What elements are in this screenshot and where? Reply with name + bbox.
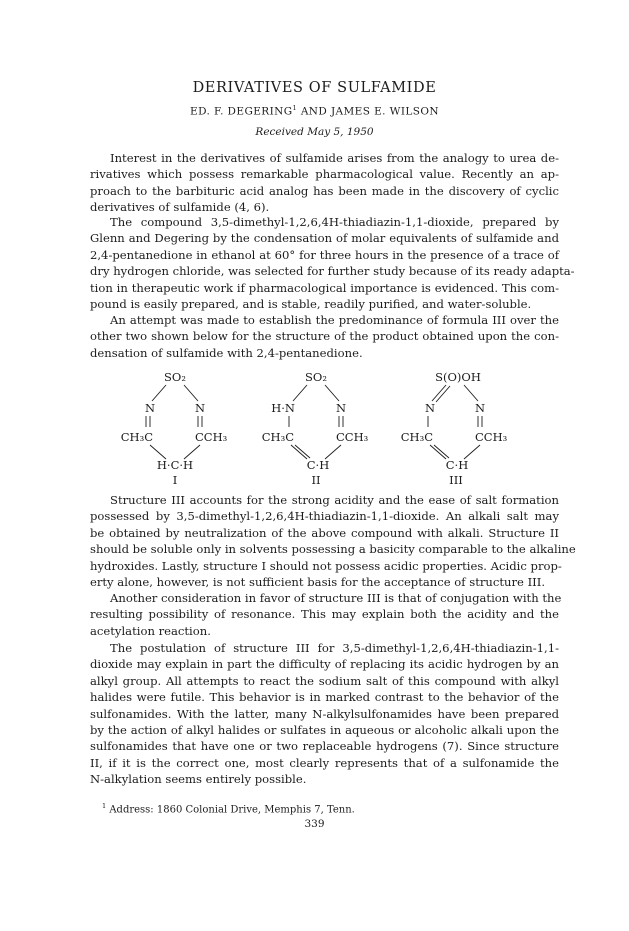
structure-i-right-n: N [194,401,206,415]
paragraph-5 [90,590,562,639]
structure-iii-left-n: N [424,401,436,415]
structure-iii-right-n: N [474,401,486,415]
text-line: halides were futile. This behavior is in marked contrast to the behavior of the [90,690,559,705]
structure-i-bottom: H·C·H [156,458,194,472]
text-line: The compound 3,5-dimethyl-1,2,6,4H-thiadiazin-1,1-dioxide, prepared by [110,215,559,229]
text-line: resulting possibility of resonance. This may explain both the acidity and the [90,607,559,622]
footnote-text: Address: 1860 Colonial Drive, Memphis 7, Tenn. [106,804,355,816]
text-line: derivatives of sulfamide (4, 6). [90,200,270,215]
text-line: alkyl group. All attempts to react the sodium salt of this compound with alkyl [90,673,559,688]
structure-iii-label: III [449,473,463,485]
footnote-number: 1 [102,802,107,810]
footnote-marker: 1 [292,104,298,112]
structure-ii-right-c: CCH₃ [336,430,369,444]
author-line [0,104,629,118]
text-line: tion in therapeutic work if pharmacological importance is evidenced. This com- [90,280,559,295]
page-number: 339 [304,818,325,830]
structure-iii [401,370,508,485]
structure-iii-top: S(O)OH [435,370,481,384]
text-line: 2,4-pentanedione in ethanol at 60° for three hours in the presence of a trace of [90,247,559,262]
text-line: rivatives which possess remarkable pharmacological value. Recently an ap- [90,167,559,182]
structure-iii-bottom: C·H [445,458,469,472]
structure-iii-left-c: CH₃C [400,430,433,444]
paragraph-3 [90,312,559,361]
paragraph-4 [90,492,576,590]
structure-i-label: I [172,473,178,485]
structure-i-left-n: N [144,401,156,415]
received-date: Received May 5, 1950 [255,126,374,138]
structure-ii-right-n: N [335,401,347,415]
structure-i-top: SO₂ [164,370,186,384]
text-line: Glenn and Degering by the condensation of molar equivalents of sulfamide and [90,231,559,246]
structure-i-left-c: CH₃C [120,430,153,444]
text-line: An attempt was made to establish the predominance of formula III over the [110,313,559,327]
text-line: hydroxides. Lastly, structure I should not possess acidic properties. Acidic prop- [90,558,562,573]
text-line: II, if it is the correct one, most clearly represents that of a sulfonamide the [90,755,559,770]
paragraph-1 [90,150,559,216]
structure-ii-left-c: CH₃C [261,430,294,444]
structure-ii-label: II [311,473,321,485]
structure-i-right-c: CCH₃ [195,430,228,444]
text-line: by the action of alkyl halides or sulfates in aqueous or alcoholic alkali upon the [90,723,559,738]
text-line: pound is easily prepared, and is stable, readily purified, and water-soluble. [90,297,532,312]
chemical-structures-figure [0,365,629,485]
article-title: DERIVATIVES OF SULFAMIDE [192,80,437,96]
text-line: dioxide may explain in part the difficulty of replacing its acidic hydrogen by an [90,657,559,672]
author-name-degering: ED. F. DEGERING [190,105,293,118]
structure-ii [262,370,369,485]
structure-iii-right-c: CCH₃ [475,430,508,444]
text-line: possessed by 3,5-dimethyl-1,2,6,4H-thiadiazin-1,1-dioxide. An alkali salt may [90,509,559,524]
structure-i [121,370,228,485]
structure-ii-bottom: C·H [306,458,330,472]
paragraph-6 [90,640,559,788]
text-line: N-alkylation seems entirely possible. [90,772,307,787]
text-line: Another consideration in favor of structure III is that of conjugation with the [110,591,562,605]
text-line: sulfonamides. With the latter, many N-alkylsulfonamides have been prepared [90,706,559,721]
text-line: Interest in the derivatives of sulfamide arises from the analogy to urea de- [110,151,559,165]
text-line: dry hydrogen chloride, was selected for further study because of its ready adapta- [90,264,575,279]
text-line: erty alone, however, is not sufficient basis for the acceptance of structure III. [90,575,546,590]
structure-ii-top: SO₂ [305,370,327,384]
footnote [102,802,355,815]
text-line: The postulation of structure III for 3,5-dimethyl-1,2,6,4H-thiadiazin-1,1- [110,641,559,655]
text-line: other two shown below for the structure of the product obtained upon the con- [90,329,559,344]
text-line: proach to the barbituric acid analog has been made in the discovery of cyclic [90,183,559,198]
text-line: be obtained by neutralization of the above compound with alkali. Structure II [90,525,559,540]
text-line: acetylation reaction. [90,623,211,638]
text-line: sulfonamides that have one or two replaceable hydrogens (7). Since structure [90,739,559,754]
author-name-wilson: AND JAMES E. WILSON [297,105,439,118]
text-line: Structure III accounts for the strong acidity and the ease of salt formation [110,493,559,507]
structure-ii-left-n: H·N [271,401,295,415]
text-line: densation of sulfamide with 2,4-pentanedione. [90,345,363,360]
paragraph-2 [90,214,575,312]
text-line: should be soluble only in solvents possessing a basicity comparable to the alkaline [90,542,576,557]
